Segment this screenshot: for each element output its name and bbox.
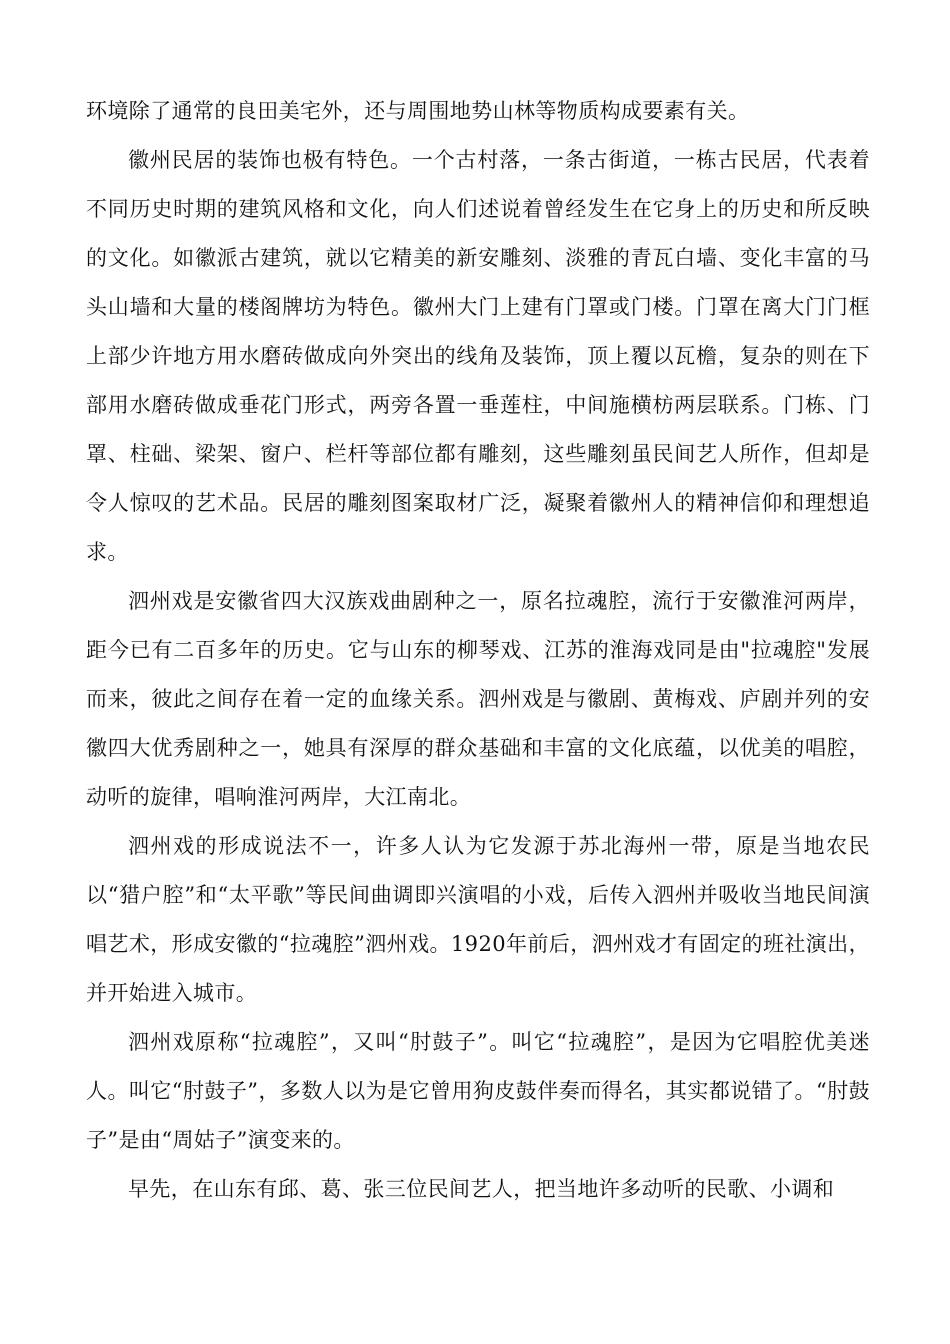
paragraph-continuation: 环境除了通常的良田美宅外，还与周围地势山林等物质构成要素有关。 — [86, 99, 750, 123]
paragraph-huizhou-decoration: 徽州民居的装饰也极有特色。一个古村落，一条古街道，一栋古民居，代表着不同历史时期的建筑风格和文化，向人们述说着曾经发生在它身上的历史和所反映的文化。如徽派古建筑，就以它精美的新安雕刻、淡雅的青瓦白墙、变化丰富的马头山墙和大量的楼阁牌坊为特色。徽州大门上建有门罩或门楼。门罩在离大门门框上部少许地方用水磨砖做成向外突出的线角及装饰，顶上覆以瓦檐，复杂的则在下部用水磨砖做成垂花门形式，两旁各置一垂莲柱，中间施横枋两层联系。门栋、门罩、柱础、梁架、窗户、栏杆等部位都有雕刻，这些雕刻虽民间艺人所作，但却是令人惊叹的艺术品。民居的雕刻图案取材广泛，凝聚着徽州人的精神信仰和理想追求。 — [86, 148, 870, 564]
paragraph-sizhou-opera-intro: 泗州戏是安徽省四大汉族戏曲剧种之一，原名拉魂腔，流行于安徽淮河两岸，距今已有二百多年的历史。它与山东的柳琴戏、江苏的淮海戏同是由"拉魂腔"发展而来，彼此之间存在着一定的血缘关系。泗州戏是与徽剧、黄梅戏、庐剧并列的安徽四大优秀剧种之一，她具有深厚的群众基础和丰富的文化底蕴，以优美的唱腔，动听的旋律，唱响淮河两岸，大江南北。 — [86, 589, 870, 809]
paragraph-early-artists: 早先，在山东有邱、葛、张三位民间艺人，把当地许多动听的民歌、小调和 — [128, 1177, 835, 1201]
document-page — [86, 87, 870, 1214]
paragraph-sizhou-opera-origin: 泗州戏的形成说法不一，许多人认为它发源于苏北海州一带，原是当地农民以“猎户腔”和“太平歌”等民间曲调即兴演唱的小戏，后传入泗州并吸收当地民间演唱艺术，形成安徽的“拉魂腔”泗州戏。1920年前后，泗州戏才有固定的班社演出，并开始进入城市。 — [86, 834, 870, 1005]
paragraph-sizhou-opera-names: 泗州戏原称“拉魂腔”，又叫“肘鼓子”。叫它“拉魂腔”，是因为它唱腔优美迷人。叫它“肘鼓子”，多数人以为是它曾用狗皮鼓伴奏而得名，其实都说错了。“肘鼓子”是由“周姑子”演变来的。 — [86, 1030, 870, 1152]
